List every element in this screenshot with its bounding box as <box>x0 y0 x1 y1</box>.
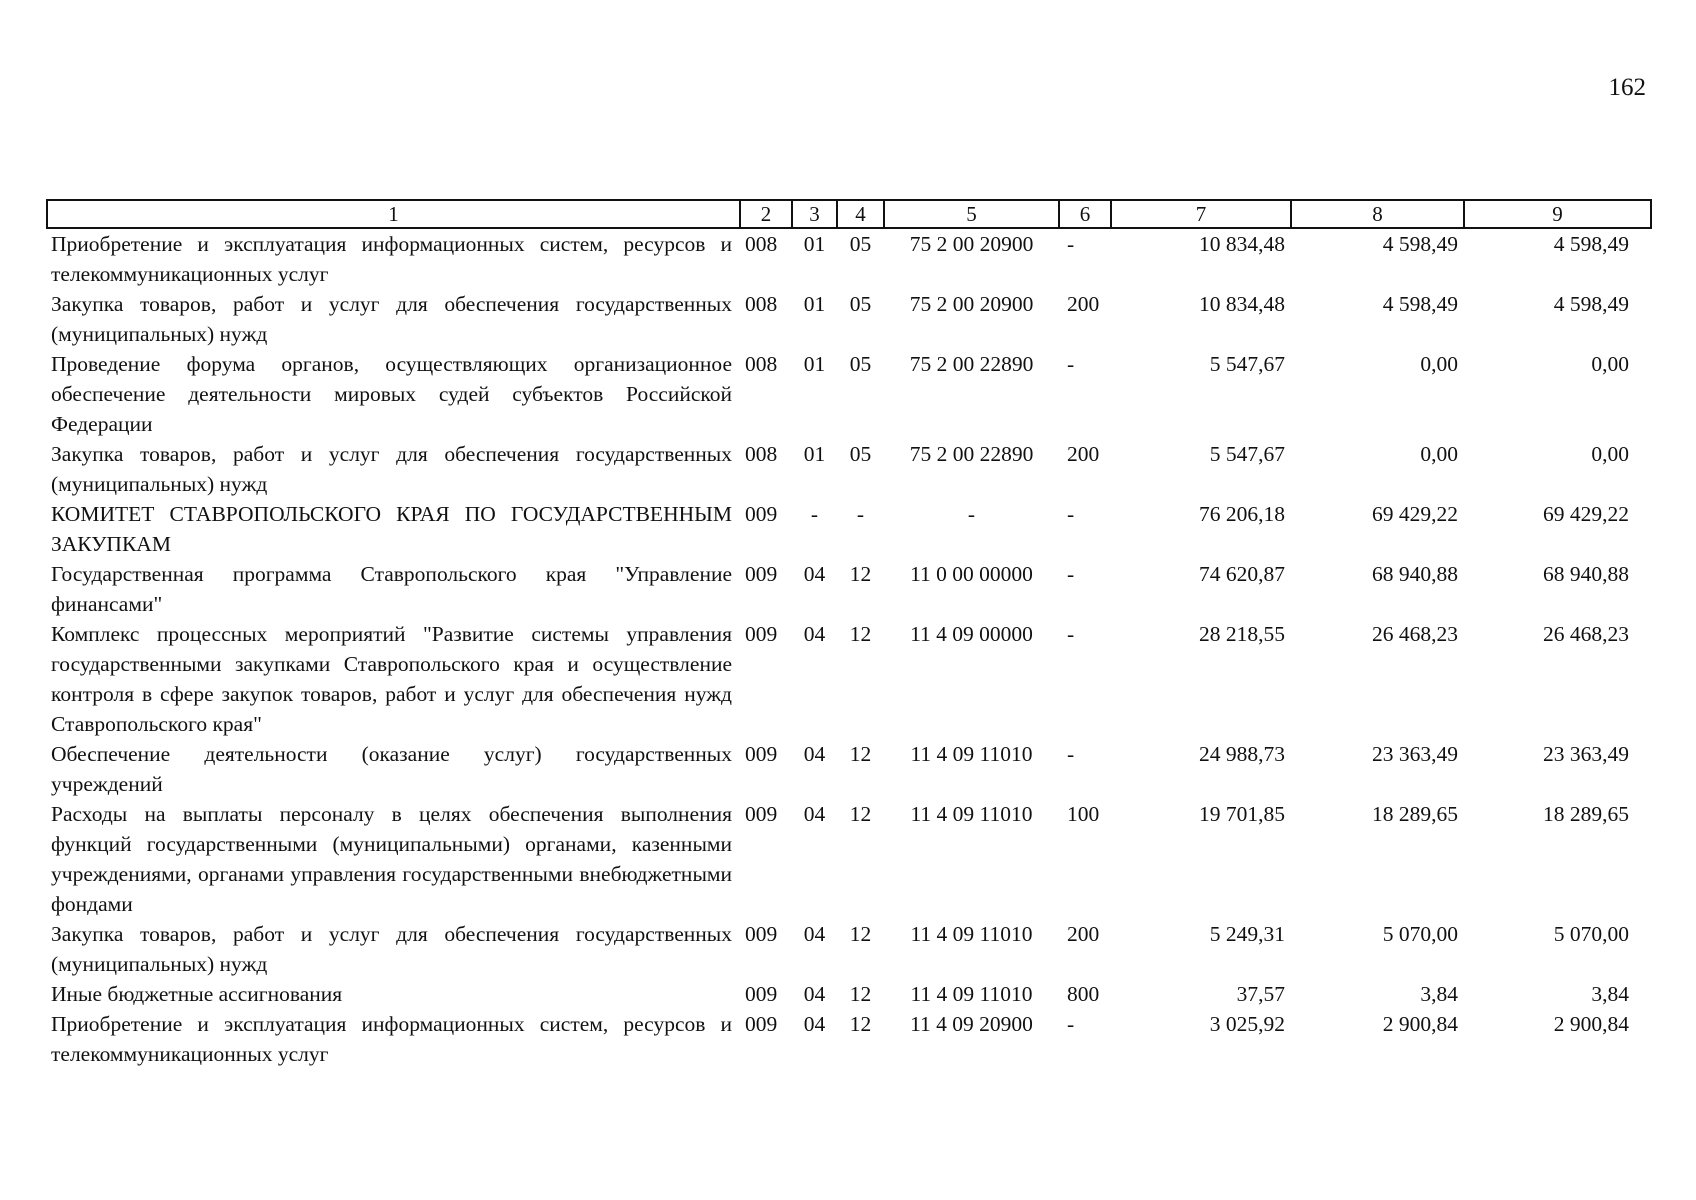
target-article-code: 11 4 09 00000 <box>910 622 1033 646</box>
subsection-code: 12 <box>849 802 872 826</box>
column-header: 6 <box>1059 200 1111 228</box>
column-header: 5 <box>884 200 1059 228</box>
section-code: - <box>810 502 819 526</box>
ministry-code: 009 <box>745 802 778 826</box>
amount-col-9: 23 363,49 <box>1543 742 1629 766</box>
expense-type-code: - <box>1067 232 1075 256</box>
amount-col-9: 0,00 <box>1591 352 1629 376</box>
expense-description: Иные бюджетные ассигнования <box>51 982 343 1006</box>
ministry-code: 009 <box>745 502 778 526</box>
expense-type-code: 800 <box>1067 982 1100 1006</box>
amount-col-9: 4 598,49 <box>1553 292 1629 316</box>
expense-description: Проведение форума органов, осуществляющих организационное обеспечение деятельности мировых судей субъектов Российской Федерации <box>51 352 732 436</box>
ministry-code: 009 <box>745 742 778 766</box>
section-code: 04 <box>803 982 826 1006</box>
expense-description: Комплекс процессных мероприятий "Развитие системы управления государственными закупками Ставропольского края и осуществление контроля в сфере закупок товаров, работ и услуг для обеспечения нужд Ставропольского края" <box>51 622 732 736</box>
target-article-code: 11 4 09 11010 <box>910 922 1033 946</box>
table-row <box>47 619 1651 739</box>
amount-col-7: 19 701,85 <box>1199 802 1285 826</box>
subsection-code: 05 <box>849 442 872 466</box>
amount-col-8: 26 468,23 <box>1372 622 1458 646</box>
subsection-code: 05 <box>849 232 872 256</box>
subsection-code: 12 <box>849 922 872 946</box>
target-article-code: 75 2 00 20900 <box>909 232 1034 256</box>
amount-col-9: 26 468,23 <box>1543 622 1629 646</box>
target-article-code: - <box>967 502 976 526</box>
ministry-code: 009 <box>745 622 778 646</box>
ministry-code: 008 <box>745 442 778 466</box>
amount-col-7: 3 025,92 <box>1209 1012 1285 1036</box>
column-header: 7 <box>1111 200 1291 228</box>
amount-col-8: 0,00 <box>1420 442 1458 466</box>
subsection-code: 12 <box>849 1012 872 1036</box>
expense-description: Закупка товаров, работ и услуг для обеспечения государственных (муниципальных) нужд <box>51 442 732 496</box>
target-article-code: 11 0 00 00000 <box>910 562 1033 586</box>
target-article-code: 75 2 00 22890 <box>909 442 1034 466</box>
target-article-code: 11 4 09 11010 <box>910 742 1033 766</box>
expense-type-code: 200 <box>1067 442 1100 466</box>
amount-col-9: 0,00 <box>1591 442 1629 466</box>
expense-description: Приобретение и эксплуатация информационных систем, ресурсов и телекоммуникационных услуг <box>51 232 732 286</box>
amount-col-9: 4 598,49 <box>1553 232 1629 256</box>
table-row <box>47 919 1651 979</box>
amount-col-8: 3,84 <box>1420 982 1458 1006</box>
amount-col-7: 76 206,18 <box>1199 502 1285 526</box>
section-code: 01 <box>803 442 826 466</box>
target-article-code: 11 4 09 20900 <box>910 1012 1033 1036</box>
expense-type-code: - <box>1067 742 1075 766</box>
expense-type-code: - <box>1067 352 1075 376</box>
subsection-code: 12 <box>849 622 872 646</box>
amount-col-7: 5 249,31 <box>1209 922 1285 946</box>
budget-table <box>46 199 1652 1069</box>
table-row <box>47 979 1651 1009</box>
amount-col-7: 5 547,67 <box>1209 442 1285 466</box>
column-header: 9 <box>1464 200 1651 228</box>
expense-description: Закупка товаров, работ и услуг для обеспечения государственных (муниципальных) нужд <box>51 922 732 976</box>
section-code: 04 <box>803 742 826 766</box>
table-body <box>47 228 1651 1069</box>
amount-col-7: 10 834,48 <box>1199 292 1285 316</box>
subsection-code: 12 <box>849 982 872 1006</box>
target-article-code: 11 4 09 11010 <box>910 982 1033 1006</box>
expense-description: Приобретение и эксплуатация информационных систем, ресурсов и телекоммуникационных услуг <box>51 1012 732 1066</box>
expense-type-code: 100 <box>1067 802 1100 826</box>
table-row <box>47 289 1651 349</box>
column-header: 4 <box>837 200 884 228</box>
amount-col-8: 4 598,49 <box>1382 292 1458 316</box>
column-number-header-row <box>47 200 1651 228</box>
table-row <box>47 439 1651 499</box>
section-code: 01 <box>803 352 826 376</box>
section-code: 01 <box>803 232 826 256</box>
table-row <box>47 739 1651 799</box>
amount-col-9: 3,84 <box>1591 982 1629 1006</box>
expense-description: Обеспечение деятельности (оказание услуг) государственных учреждений <box>51 742 732 796</box>
section-code: 04 <box>803 1012 826 1036</box>
ministry-code: 009 <box>745 982 778 1006</box>
expense-description: Закупка товаров, работ и услуг для обеспечения государственных (муниципальных) нужд <box>51 292 732 346</box>
column-header: 2 <box>740 200 792 228</box>
subsection-code: - <box>856 502 865 526</box>
amount-col-8: 5 070,00 <box>1382 922 1458 946</box>
amount-col-7: 37,57 <box>1236 982 1285 1006</box>
amount-col-7: 5 547,67 <box>1209 352 1285 376</box>
amount-col-8: 0,00 <box>1420 352 1458 376</box>
expense-description: Расходы на выплаты персоналу в целях обеспечения выполнения функций государственными (муниципальными) органами, казенными учреждениями, органами управления государственными внебюджетными фондами <box>51 802 732 916</box>
expense-type-code: - <box>1067 562 1075 586</box>
amount-col-7: 10 834,48 <box>1199 232 1285 256</box>
amount-col-7: 28 218,55 <box>1199 622 1285 646</box>
amount-col-9: 69 429,22 <box>1543 502 1629 526</box>
table-row <box>47 559 1651 619</box>
section-code: 04 <box>803 622 826 646</box>
page-number: 162 <box>1608 74 1646 101</box>
expense-description: Государственная программа Ставропольского края "Управление финансами" <box>51 562 732 616</box>
amount-col-8: 18 289,65 <box>1372 802 1458 826</box>
table-row <box>47 1009 1651 1069</box>
table-row <box>47 799 1651 919</box>
expense-description: КОМИТЕТ СТАВРОПОЛЬСКОГО КРАЯ ПО ГОСУДАРСТВЕННЫМ ЗАКУПКАМ <box>51 502 732 556</box>
amount-col-8: 4 598,49 <box>1382 232 1458 256</box>
subsection-code: 12 <box>849 562 872 586</box>
subsection-code: 12 <box>849 742 872 766</box>
amount-col-8: 2 900,84 <box>1382 1012 1458 1036</box>
amount-col-8: 23 363,49 <box>1372 742 1458 766</box>
ministry-code: 008 <box>745 232 778 256</box>
table-row <box>47 499 1651 559</box>
subsection-code: 05 <box>849 352 872 376</box>
ministry-code: 009 <box>745 562 778 586</box>
target-article-code: 11 4 09 11010 <box>910 802 1033 826</box>
amount-col-9: 5 070,00 <box>1553 922 1629 946</box>
amount-col-8: 68 940,88 <box>1372 562 1458 586</box>
amount-col-9: 2 900,84 <box>1553 1012 1629 1036</box>
ministry-code: 009 <box>745 922 778 946</box>
section-code: 01 <box>803 292 826 316</box>
ministry-code: 008 <box>745 352 778 376</box>
ministry-code: 009 <box>745 1012 778 1036</box>
expense-type-code: 200 <box>1067 292 1100 316</box>
subsection-code: 05 <box>849 292 872 316</box>
expense-type-code: - <box>1067 502 1075 526</box>
table-row <box>47 228 1651 289</box>
amount-col-8: 69 429,22 <box>1372 502 1458 526</box>
expense-type-code: 200 <box>1067 922 1100 946</box>
expense-type-code: - <box>1067 1012 1075 1036</box>
table-row <box>47 349 1651 439</box>
amount-col-7: 24 988,73 <box>1199 742 1285 766</box>
section-code: 04 <box>803 562 826 586</box>
column-header: 3 <box>792 200 837 228</box>
expense-type-code: - <box>1067 622 1075 646</box>
section-code: 04 <box>803 802 826 826</box>
amount-col-7: 74 620,87 <box>1199 562 1285 586</box>
target-article-code: 75 2 00 20900 <box>909 292 1034 316</box>
section-code: 04 <box>803 922 826 946</box>
column-header: 1 <box>47 200 740 228</box>
amount-col-9: 68 940,88 <box>1543 562 1629 586</box>
column-header: 8 <box>1291 200 1464 228</box>
amount-col-9: 18 289,65 <box>1543 802 1629 826</box>
ministry-code: 008 <box>745 292 778 316</box>
target-article-code: 75 2 00 22890 <box>909 352 1034 376</box>
